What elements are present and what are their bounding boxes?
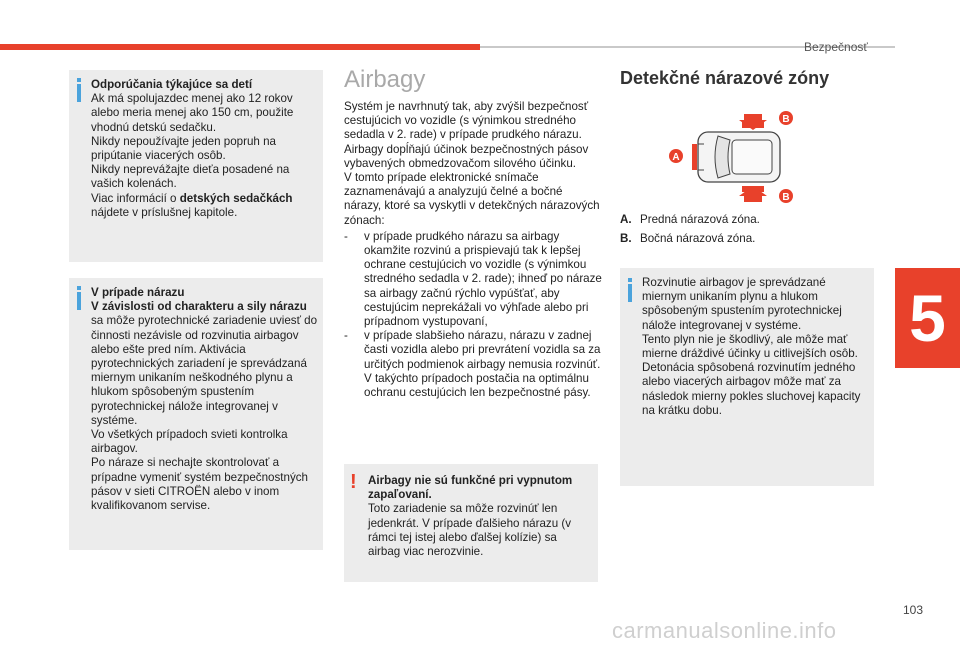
airbags-paragraph: Systém je navrhnutý tak, aby zvýšil bezpečnosť cestujúcich vo vozidle (s výnimkou stredného sedadla v 2. rade) v prípade prudkého nárazu. Airbagy dopĺňajú účinok bezpečnostných pásov vybavených obmedzovačom silového účinku. bbox=[344, 100, 589, 170]
impact-zone-front bbox=[692, 144, 697, 170]
box-paragraph: V závislosti od charakteru a sily nárazu sa môže pyrotechnické zariadenie uviesť do činnosti nezávisle od rozvinutia airbagov alebo ešte pred ním. Aktivácia pyrotechnických zariadení je sprevádzaná miernym unikaním neškodného plynu a hlukom spôsobeným spustením pyrotechnickej nálože integrovanej v systéme. bbox=[91, 300, 318, 427]
box-paragraph: Detonácia spôsobená rozvinutím jedného alebo viacerých airbagov môže mať za následok mierny pokles sluchovej kapacity na krátku dobu. bbox=[642, 361, 861, 417]
airbags-text bbox=[344, 100, 602, 400]
section-title: Bezpečnosť bbox=[804, 40, 868, 54]
box-paragraph: Ak má spolujazdec menej ako 12 rokov alebo meria menej ako 150 cm, použite vhodnú detskú sedačku. bbox=[91, 92, 294, 134]
info-icon-dot bbox=[77, 78, 81, 82]
box-title: V prípade nárazu bbox=[91, 286, 185, 299]
info-icon-dot bbox=[628, 278, 632, 282]
airbags-list bbox=[344, 230, 602, 400]
box-title: Odporúčania týkajúce sa detí bbox=[91, 78, 253, 91]
zones-heading: Detekčné nárazové zóny bbox=[620, 68, 830, 88]
car-zones-diagram bbox=[660, 108, 800, 208]
car-roof bbox=[732, 140, 772, 174]
list-item: - v prípade prudkého nárazu sa airbagy okamžite rozvinú a prispievajú tak k lepšej ochrane cestujúcich vo vozidle (s výnimkou stredného sedadla v 2. rade); ihneď po náraze sa airbagy začnú rýchlo vypúšťať, aby cestujúcim neprekážali vo výhľade alebo pri prípadnom vystupovaní, bbox=[344, 230, 602, 329]
legend-item: B. Bočná nárazová zóna. bbox=[620, 232, 756, 245]
box-paragraph: Nikdy nepoužívajte jeden popruh na pripútanie viacerých osôb. bbox=[91, 134, 276, 163]
info-box-children bbox=[69, 70, 323, 262]
info-box-accident bbox=[69, 278, 323, 550]
child-seat-link: detských sedačkách bbox=[179, 191, 293, 205]
chapter-tab[interactable] bbox=[895, 268, 960, 368]
list-item: - v prípade slabšieho nárazu, nárazu v zadnej časti vozidla alebo pri prevrátení vozidla sa za určitých podmienok airbagy nemusia rozvinúť. V takýchto prípadoch postačia na optimálnu ochranu cestujúcich len bezpečnostné pásy. bbox=[344, 329, 602, 400]
car-windshield bbox=[715, 136, 730, 178]
chapter-number: 5 bbox=[909, 281, 946, 355]
box-paragraph: Vo všetkých prípadoch svieti kontrolka airbagov. bbox=[91, 428, 288, 456]
info-icon-bar bbox=[628, 284, 632, 302]
airbags-paragraph: V tomto prípade elektronické snímače zaznamenávajú a analyzujú čelné a bočné nárazy, ktoré sa vyskytli v detekčných nárazových zónach: bbox=[344, 171, 600, 227]
info-icon-dot bbox=[77, 286, 81, 290]
warning-body: Toto zariadenie sa môže rozvinúť len jedenkrát. V prípade ďalšieho nárazu (v rámci tej istej alebo ďalšej kolízie) sa airbag viac nerozvinie. bbox=[368, 502, 572, 559]
page-number: 103 bbox=[903, 603, 924, 617]
box-paragraph: Po náraze si nechajte skontrolovať a prípadne vymeniť systém bezpečnostných pásov v sieti CITROËN alebo v inom kvalifikovanom servise. bbox=[91, 456, 309, 513]
info-icon-bar bbox=[77, 84, 81, 102]
warning-box bbox=[344, 464, 598, 582]
legend-item: A. Predná nárazová zóna. bbox=[620, 213, 760, 226]
header-accent-bar bbox=[0, 44, 480, 50]
box-paragraph: Tento plyn nie je škodlivý, ale môže mať mierne dráždivé účinky u citlivejších osôb. bbox=[642, 332, 858, 361]
warning-icon: ! bbox=[350, 471, 357, 493]
airbags-heading: Airbagy bbox=[344, 66, 426, 93]
watermark: carmanualsonline.info bbox=[612, 618, 837, 643]
svg-text:B: B bbox=[782, 114, 790, 125]
warning-title: Airbagy nie sú funkčné pri vypnutom zapaľovaní. bbox=[368, 474, 573, 502]
info-box-gas bbox=[620, 268, 874, 486]
svg-text:B: B bbox=[782, 192, 790, 203]
box-paragraph: Nikdy neprevážajte dieťa posadené na vašich kolenách. bbox=[91, 163, 290, 191]
box-paragraph: Viac informácií o detských sedačkách nájdete v príslušnej kapitole. bbox=[91, 191, 293, 219]
box-paragraph: Rozvinutie airbagov je sprevádzané miernym unikaním plynu a hlukom spôsobeným spustením pyrotechnickej nálože integrovanej v systéme. bbox=[642, 276, 842, 332]
svg-text:A: A bbox=[672, 152, 680, 163]
info-icon-bar bbox=[77, 292, 81, 310]
